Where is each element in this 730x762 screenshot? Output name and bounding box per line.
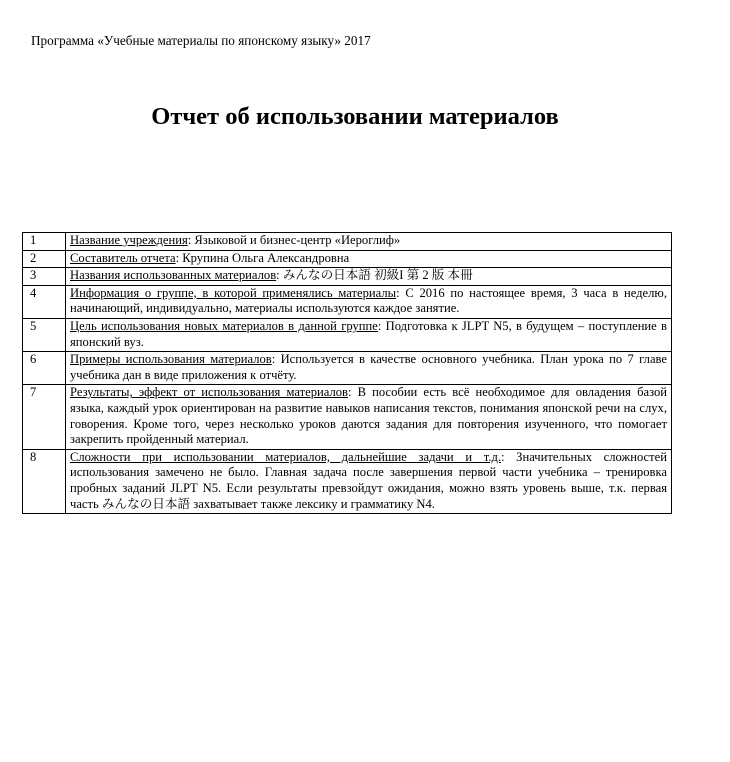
field-label: Информация о группе, в которой применялись материалы (70, 285, 397, 300)
page-header: Программа «Учебные материалы по японскому языку» 2017 (31, 33, 371, 48)
row-content (66, 268, 672, 286)
row-content (66, 318, 672, 351)
field-value: : В пособии есть всё необходимое для овладения базой языка, каждый урок ориентирован на развитие навыков написания текстов, понимания японской речи на слух, говорения. Кроме того, через несколько уроков даются задания для повторения изученного, что помогает закрепить пройденный материал. (70, 385, 667, 447)
row-number: 2 (23, 250, 66, 268)
field-value: : С 2016 по настоящее время, 3 часа в неделю, начинающий, индивидуально, материалы используются каждое занятие. (70, 285, 667, 316)
table-row (23, 233, 672, 251)
field-value: : みんなの日本語 初級I 第 2 版 本冊 (276, 268, 473, 283)
table-row (23, 449, 672, 513)
row-content (66, 449, 672, 513)
field-value: : Используется в качестве основного учебника. План урока по 7 главе учебника дан в виде приложения к отчёту. (70, 352, 667, 382)
row-number: 6 (23, 352, 66, 385)
row-content (66, 285, 672, 318)
row-number: 7 (23, 385, 66, 449)
field-value: : Подготовка к JLPT N5, в будущем – поступление в японский вуз. (70, 318, 667, 349)
table-row (23, 385, 672, 449)
field-label: Названия использованных материалов (70, 268, 277, 283)
table-row (23, 318, 672, 351)
field-label: Название учреждения (70, 233, 188, 247)
table-row (23, 285, 672, 318)
field-label: Примеры использования материалов (70, 352, 272, 367)
row-number: 5 (23, 318, 66, 351)
field-label: Составитель отчета (70, 250, 176, 265)
row-number: 8 (23, 449, 66, 513)
row-content (66, 250, 672, 268)
table-row (23, 352, 672, 385)
report-table (22, 232, 672, 514)
field-value: : Крупина Ольга Александровна (175, 250, 350, 265)
row-number: 3 (23, 268, 66, 286)
field-value: : Языковой и бизнес-центр «Иероглиф» (187, 233, 401, 247)
report-table-body (23, 233, 672, 514)
field-label: Цель использования новых материалов в данной группе (70, 318, 378, 333)
table-row (23, 268, 672, 286)
field-value: : Значительных сложностей использования замечено не было. Главная задача после завершения первой части учебника – тренировка пробных заданий JLPT N5. Если результаты превзойдут ожидания, можно взять уровень выше, т.к. первая часть みんなの日本語 захватывает также лексику и грамматику N4. (70, 449, 667, 511)
page-title: Отчет об использовании материалов (151, 103, 559, 130)
field-label: Сложности при использовании материалов, дальнейшие задачи и т.д. (70, 449, 501, 464)
row-number: 1 (23, 233, 66, 251)
row-number: 4 (23, 285, 66, 318)
row-content (66, 352, 672, 385)
table-row (23, 250, 672, 268)
row-content (66, 385, 672, 449)
row-content (66, 233, 672, 251)
field-label: Результаты, эффект от использования материалов (70, 385, 348, 400)
